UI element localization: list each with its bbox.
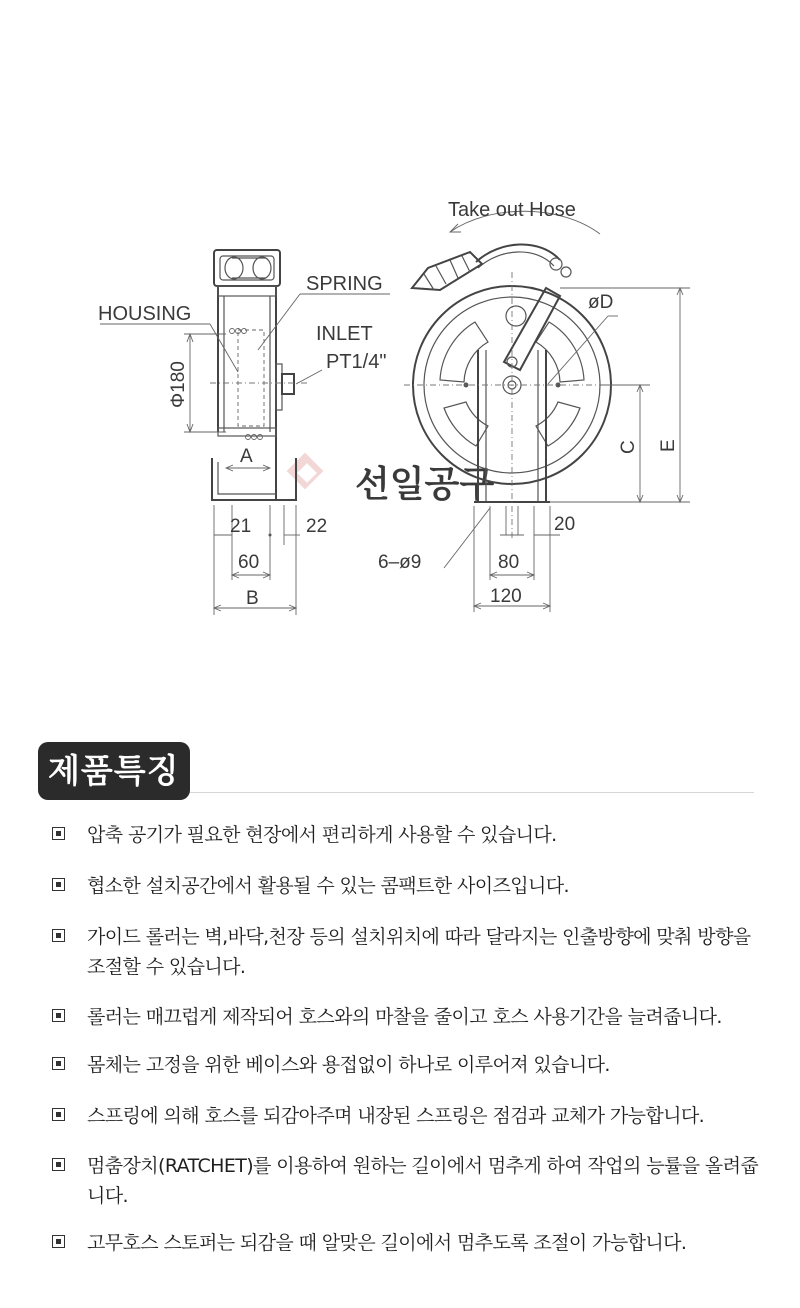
- square-bullet-icon: [52, 1235, 65, 1248]
- square-bullet-icon: [52, 929, 65, 942]
- label-dim-60: 60: [238, 552, 260, 573]
- feature-text: 고무호스 스토퍼는 되감을 때 알맞은 길이에서 멈추도록 조절이 가능합니다.: [87, 1232, 687, 1254]
- label-dim-120: 120: [490, 586, 522, 607]
- label-dim-20: 20: [554, 514, 576, 535]
- square-bullet-icon: [52, 878, 65, 891]
- square-bullet-icon: [52, 1057, 65, 1070]
- square-bullet-icon: [52, 827, 65, 840]
- label-dim-b: B: [246, 588, 259, 609]
- front-view: [404, 211, 690, 612]
- feature-text: 압축 공기가 필요한 현장에서 편리하게 사용할 수 있습니다.: [87, 824, 557, 846]
- feature-item: [52, 1101, 762, 1131]
- square-bullet-icon: [52, 1009, 65, 1022]
- feature-item: [52, 1050, 762, 1080]
- square-bullet-icon: [52, 1108, 65, 1121]
- label-dim-c: C: [618, 440, 639, 454]
- feature-item: [52, 922, 762, 982]
- feature-item: [52, 871, 762, 901]
- label-dim-a: A: [240, 446, 253, 467]
- label-phi180: Φ180: [168, 361, 189, 408]
- label-dim-21: 21: [230, 516, 252, 537]
- feature-item: [52, 1151, 762, 1211]
- watermark-text: 선일공구: [355, 463, 495, 504]
- watermark: [287, 453, 495, 504]
- feature-item: [52, 820, 762, 850]
- label-take-out-hose: Take out Hose: [448, 199, 576, 221]
- feature-text: 몸체는 고정을 위한 베이스와 용접없이 하나로 이루어져 있습니다.: [87, 1054, 610, 1076]
- label-spring: SPRING: [306, 273, 383, 295]
- feature-text: 협소한 설치공간에서 활용될 수 있는 콤팩트한 사이즈입니다.: [87, 875, 569, 897]
- label-housing: HOUSING: [98, 303, 192, 325]
- label-inlet: INLET: [316, 323, 373, 345]
- label-dim-d: øD: [588, 292, 614, 313]
- label-dim-22: 22: [306, 516, 328, 537]
- label-inlet-thread: PT1/4": [326, 351, 387, 373]
- square-bullet-icon: [52, 1158, 65, 1171]
- features-section-header: [38, 742, 754, 800]
- label-dim-80: 80: [498, 552, 520, 573]
- feature-text: 스프링에 의해 호스를 되감아주며 내장된 스프링은 점검과 교체가 가능합니다.: [87, 1105, 705, 1127]
- label-dim-holes: 6–ø9: [378, 552, 422, 573]
- section-title: 제품특징: [38, 742, 190, 800]
- hose-reel-technical-drawing: [0, 170, 800, 650]
- label-dim-e: E: [658, 439, 679, 452]
- feature-text: 가이드 롤러는 벽,바닥,천장 등의 설치위치에 따라 달라지는 인출방향에 맞춰 방향을 조절할 수 있습니다.: [87, 926, 751, 978]
- feature-item: [52, 1002, 762, 1032]
- watermark-logo-icon: [287, 453, 324, 490]
- feature-text: 롤러는 매끄럽게 제작되어 호스와의 마찰을 줄이고 호스 사용기간을 늘려줍니다.: [87, 1006, 722, 1028]
- feature-item: [52, 1228, 762, 1258]
- feature-text: 멈춤장치(RATCHET)를 이용하여 원하는 길이에서 멈추게 하여 작업의 능률을 올려줍니다.: [87, 1155, 759, 1207]
